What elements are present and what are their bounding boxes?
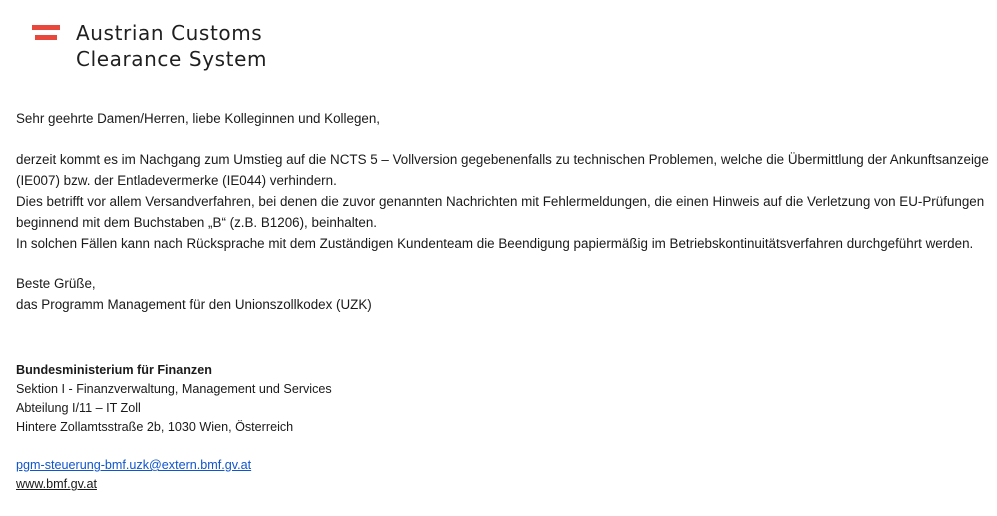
paragraph-transit: Dies betrifft vor allem Versandverfahren, bei denen die zuvor genannten Nachrichten mit Fehlermeldungen, die einen Hinweis auf die Verletzung von EU-Prüfungen beginnend mit dem Buchstaben „B“ (z.B. B1206), beinhalten.	[16, 194, 985, 230]
message-body	[16, 108, 991, 494]
logo-bar-top	[32, 25, 60, 30]
website-link[interactable]: www.bmf.gv.at	[16, 477, 97, 491]
paragraph-ncts: derzeit kommt es im Nachgang zum Umstieg auf die NCTS 5 – Vollversion gegebenenfalls zu technischen Problemen, welche die Übermittlung der Ankunftsanzeige (IE007) bzw. der Entladevermerke (IE044) verhindern.	[16, 152, 989, 188]
signature-department: Abteilung I/11 – IT Zoll	[16, 401, 141, 415]
logo-wordmark	[76, 20, 267, 72]
signature-address: Hintere Zollamtsstraße 2b, 1030 Wien, Österreich	[16, 420, 294, 434]
signature-section: Sektion I - Finanzverwaltung, Management und Services	[16, 382, 332, 396]
greeting: Sehr geehrte Damen/Herren, liebe Kolleginnen und Kollegen,	[16, 111, 381, 126]
logo-line-1: Austrian Customs	[76, 21, 263, 45]
closing: Beste Grüße,	[16, 276, 96, 291]
logo-bar-bottom	[35, 35, 57, 40]
logo-line-2: Clearance System	[76, 47, 268, 71]
signature-block	[16, 361, 991, 494]
header	[32, 20, 267, 72]
signature-organization: Bundesministerium für Finanzen	[16, 363, 212, 377]
austria-flag-logo-icon	[32, 25, 62, 47]
paragraph-fallback: In solchen Fällen kann nach Rücksprache mit dem Zuständigen Kundenteam die Beendigung papiermäßig im Betriebskontinuitätsverfahren durchgeführt werden.	[16, 236, 974, 251]
closing-sender: das Programm Management für den Unionszollkodex (UZK)	[16, 297, 372, 312]
email-link[interactable]: pgm-steuerung-bmf.uzk@extern.bmf.gv.at	[16, 458, 252, 472]
